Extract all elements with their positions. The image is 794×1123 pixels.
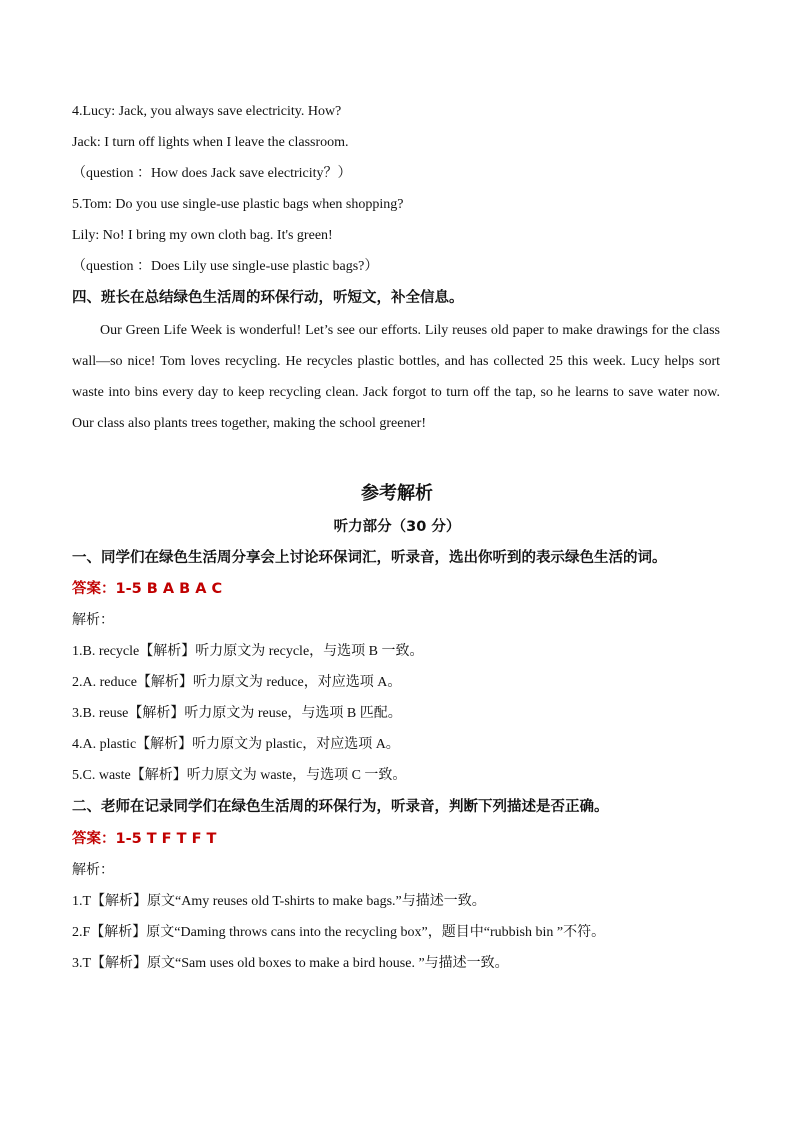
dialog-line: （question ：Does Lily use single-use plastic bags?） xyxy=(72,259,379,274)
analysis-item: 3.T【解析】原文“Sam uses old boxes to make a bird house. ”与描述一致。 xyxy=(72,956,509,971)
passage xyxy=(72,315,720,439)
section-2-heading: 二、老师在记录同学们在绿色生活周的环保行为，听录音，判断下列描述是否正确。 xyxy=(72,799,609,815)
section-1-answer: 答案：1-5 B A B A C xyxy=(72,581,223,597)
section-2-answer: 答案：1-5 T F T F T xyxy=(72,831,217,847)
section-1-heading: 一、同学们在绿色生活周分享会上讨论环保词汇，听录音，选出你听到的表示绿色生活的词。 xyxy=(72,550,667,566)
analysis-item: 5.C. waste【解析】听力原文为 waste，与选项 C 一致。 xyxy=(72,768,407,783)
dialog-line: Lily: No! I bring my own cloth bag. It's green! xyxy=(72,228,333,243)
analysis-item: 2.A. reduce【解析】听力原文为 reduce，对应选项 A。 xyxy=(72,675,402,690)
analysis-item: 3.B. reuse【解析】听力原文为 reuse，与选项 B 匹配。 xyxy=(72,706,402,721)
analysis-item: 1.T【解析】原文“Amy reuses old T-shirts to make bags.”与描述一致。 xyxy=(72,894,486,909)
section-4-heading: 四、班长在总结绿色生活周的环保行动，听短文，补全信息。 xyxy=(72,290,464,306)
listening-part-title: 听力部分（30 分） xyxy=(333,519,461,535)
analysis-item: 1.B. recycle【解析】听力原文为 recycle，与选项 B 一致。 xyxy=(72,644,424,659)
dialog-line: 5.Tom: Do you use single-use plastic bags when shopping? xyxy=(72,197,404,212)
dialog-line: （question ：How does Jack save electricity？） xyxy=(72,166,352,181)
analysis-item: 2.F【解析】原文“Daming throws cans into the recycling box”，题目中“rubbish bin ”不符。 xyxy=(72,925,606,940)
analysis-label: 解析： xyxy=(72,863,114,878)
analysis-label: 解析： xyxy=(72,613,114,628)
analysis-item: 4.A. plastic【解析】听力原文为 plastic，对应选项 A。 xyxy=(72,737,400,752)
dialog-line: 4.Lucy: Jack, you always save electricity. How? xyxy=(72,104,342,119)
dialog-line: Jack: I turn off lights when I leave the classroom. xyxy=(72,135,349,150)
answer-title: 参考解析 xyxy=(361,483,433,504)
passage-text: Our Green Life Week is wonderful! Let’s see our efforts. Lily reuses old paper to make drawings for the class wall—so nice! Tom loves recycling. He recycles plastic bottles, and has collected 25 this week. Lucy helps sort waste into bins every day to keep recycling clean. Jack forgot to turn off the tap, so he learns to save water now. Our class also plants trees together, making the school greener! xyxy=(72,323,720,431)
